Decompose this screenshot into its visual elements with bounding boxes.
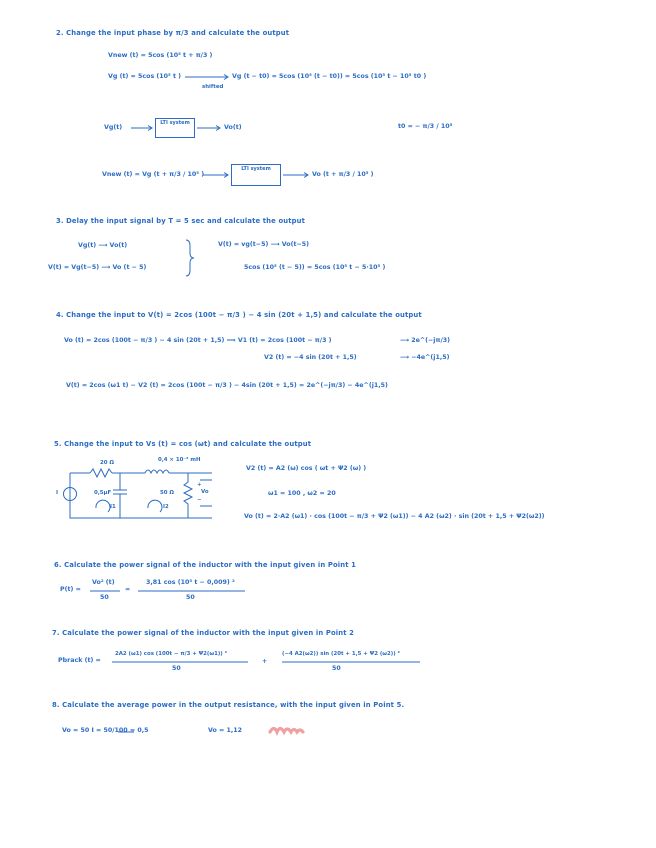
mesh-current-1-label: I1 <box>110 504 116 510</box>
section7-heading: 7. Calculate the power signal of the inductor with the input given in Point 2 <box>52 629 355 637</box>
section4-line2: V2 (t) = −4 sin (20t + 1,5) <box>264 354 357 361</box>
mesh-current-arrow-1 <box>96 500 110 512</box>
resistor-20-zigzag <box>90 469 112 477</box>
section7-den1: 50 <box>172 665 181 672</box>
section3-left-line2: V(t) = Vg(t−5) ⟶ Vo (t − 5) <box>48 264 147 271</box>
section2-vo-output: Vo(t) <box>224 124 242 131</box>
section2-shifted-label: shifted <box>202 84 224 90</box>
section6-num2: 3,81 cos (10⁵ t − 0,009) ² <box>146 579 235 586</box>
output-minus-sign: − <box>197 497 202 503</box>
section2-vo-output-2: Vo (t + π/3 / 10⁵ ) <box>312 171 374 178</box>
resistor-50-zigzag <box>184 473 192 518</box>
capacitor-label: 0,5μF <box>94 490 112 496</box>
section3-right-line2: 5cos (10⁵ (t − 5)) = 5cos (10⁵ t − 5·10⁵ ) <box>244 264 386 271</box>
section6-equals: = <box>125 586 131 593</box>
source-label: I <box>56 490 59 496</box>
inductor-label: 0,4 × 10⁻³ mH <box>158 457 201 463</box>
output-voltage-label: Vo <box>201 489 209 495</box>
section8-heading: 8. Calculate the average power in the output resistance, with the input given in Point 5. <box>52 701 405 709</box>
section2-vnew-eq: Vnew (t) = 5cos (10⁵ t + π/3 ) <box>108 52 213 59</box>
mesh-current-2-label: I2 <box>163 504 169 510</box>
section6-den1: 50 <box>100 594 109 601</box>
section5-eq3: Vo (t) = 2·A2 (ω1) · cos (100t − π/3 + Ψ2 (ω1)) − 4 A2 (ω2) · sin (20t + 1,5 + Ψ2(ω2)) <box>244 513 545 520</box>
section5-heading: 5. Change the input to Vs (t) = cos (ωt) and calculate the output <box>54 440 312 448</box>
section2-heading: 2. Change the input phase by π/3 and calculate the output <box>56 29 290 37</box>
section7-num2: (−4 A2(ω2)) sin (20t + 1,5 + Ψ2 (ω2)) ² <box>282 651 400 657</box>
section7-num1: 2A2 (ω1) cos (100t − π/3 + Ψ2(ω1)) ² <box>115 651 227 657</box>
section7-lhs: Pbrack (t) = <box>58 657 101 664</box>
section6-lhs: P(t) = <box>60 586 81 593</box>
section8-eq1: Vo = 50 I = 50/100 = 0,5 <box>62 727 149 734</box>
section4-heading: 4. Change the input to V(t) = 2cos (100t − π/3 ) − 4 sin (20t + 1,5) and calculate the output <box>56 311 422 319</box>
section5-eq2: ω1 = 100 , ω2 = 20 <box>268 490 336 497</box>
lti-system-box-2 <box>231 164 281 186</box>
inductor-coil <box>145 470 169 473</box>
section8-eq2: Vo = 1,12 <box>208 727 243 734</box>
section5-eq1: V2 (t) = A2 (ω) cos ( ωt + Ψ2 (ω) ) <box>246 465 367 472</box>
section4-line1-phasor: ⟶ 2e^(−jπ/3) <box>400 337 450 344</box>
section3-brace <box>186 240 194 276</box>
section4-line3: V(t) = 2cos (ω1 t) − V2 (t) = 2cos (100t − π/3 ) − 4sin (20t + 1,5) = 2e^(−jπ/3) − 4e^(j1,5) <box>66 382 388 389</box>
section4-line2-phasor: ⟶ −4e^(j1,5) <box>400 354 450 361</box>
lti-system-label-2: LTI system <box>241 166 271 172</box>
lti-system-box <box>155 118 195 138</box>
section3-right-line1: V(t) = vg(t−5) ⟶ Vo(t−5) <box>218 241 310 248</box>
section2-vnew-input: Vnew (t) = Vg (t + π/3 / 10⁵ ) <box>102 171 205 178</box>
section3-heading: 3. Delay the input signal by T = 5 sec and calculate the output <box>56 217 306 225</box>
section6-num1: Vo² (t) <box>92 579 115 586</box>
output-plus-sign: + <box>197 482 202 488</box>
section2-vg-eq: Vg (t) = 5cos (10⁵ t ) <box>108 73 182 80</box>
section2-shift-eq: Vg (t − t0) = 5cos (10⁵ (t − t0)) = 5cos (10⁵ t − 10⁵ t0 ) <box>232 73 427 80</box>
section7-plus: + <box>262 658 268 665</box>
section7-den2: 50 <box>332 665 341 672</box>
pink-scribble <box>270 729 303 733</box>
section2-vg-input: Vg(t) <box>104 124 123 131</box>
section2-t0-eq: t0 = − π/3 / 10⁵ <box>398 123 453 130</box>
section6-heading: 6. Calculate the power signal of the inductor with the input given in Point 1 <box>54 561 357 569</box>
section4-line1: Vo (t) = 2cos (100t − π/3 ) − 4 sin (20t + 1,5) ⟹ V1 (t) = 2cos (100t − π/3 ) <box>64 337 332 344</box>
resistor-50-label: 50 Ω <box>160 490 174 496</box>
mesh-current-arrow-2 <box>148 500 162 512</box>
circuit-left-wire <box>70 473 212 518</box>
resistor-20-label: 20 Ω <box>100 460 114 466</box>
lti-system-label: LTI system <box>160 120 190 126</box>
section6-den2: 50 <box>186 594 195 601</box>
capacitor-plates <box>113 490 127 494</box>
section3-left-line1: Vg(t) ⟶ Vo(t) <box>78 242 128 249</box>
